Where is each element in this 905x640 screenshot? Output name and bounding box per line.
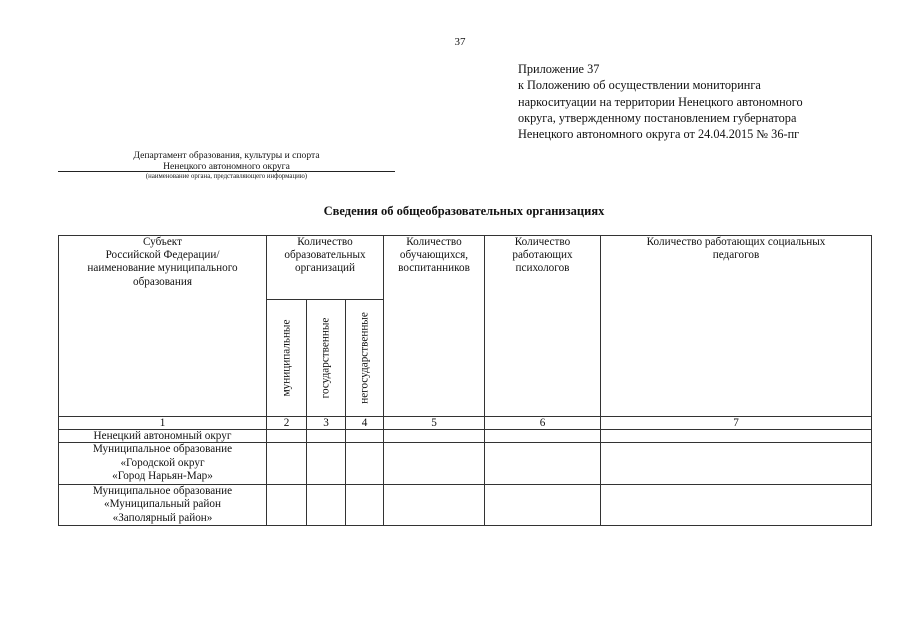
table-cell <box>346 484 384 526</box>
table-row <box>59 484 872 526</box>
table-cell <box>307 430 346 443</box>
table-cell <box>384 443 485 485</box>
page-number: 37 <box>454 36 466 48</box>
appendix-line: Приложение 37 <box>518 62 600 76</box>
column-number: 1 <box>59 417 267 430</box>
appendix-line: округа, утвержденному постановлением губернатора <box>518 110 797 125</box>
table-header-row <box>59 236 872 300</box>
department-name <box>58 150 395 172</box>
header-municipal: муниципальные <box>267 300 307 417</box>
signature-underline <box>58 171 395 172</box>
column-number: 7 <box>601 417 872 430</box>
department-caption: (наименование органа, представляющего информацию) <box>145 173 308 180</box>
table-cell <box>307 484 346 526</box>
header-subject: Субъект Российской Федерации/ наименование муниципального образования <box>59 236 267 417</box>
header-org-count: Количество образовательных организаций <box>267 236 384 300</box>
table-cell <box>384 484 485 526</box>
appendix-line: к Положению об осуществлении мониторинга <box>518 78 761 93</box>
column-number: 3 <box>307 417 346 430</box>
table-cell <box>601 484 872 526</box>
header-students: Количество обучающихся, воспитанников <box>384 236 485 417</box>
table-cell <box>485 443 601 485</box>
column-number: 6 <box>485 417 601 430</box>
column-number: 2 <box>267 417 307 430</box>
table-cell <box>485 484 601 526</box>
table-cell <box>267 430 307 443</box>
table-cell <box>346 430 384 443</box>
header-psychologists: Количество работающих психологов <box>485 236 601 417</box>
appendix-header <box>518 61 803 142</box>
department-line: Ненецкого автономного округа <box>163 161 290 172</box>
table-cell <box>346 443 384 485</box>
row-label: Муниципальное образование «Муниципальный район «Заполярный район» <box>59 484 267 526</box>
table-row <box>59 430 872 443</box>
column-number: 4 <box>346 417 384 430</box>
table-row <box>59 443 872 485</box>
header-state: государственные <box>307 300 346 417</box>
table-cell <box>384 430 485 443</box>
table-cell <box>267 484 307 526</box>
department-line: Департамент образования, культуры и спорта <box>133 150 320 161</box>
header-nonstate: негосударственные <box>346 300 384 417</box>
table-cell <box>601 443 872 485</box>
table-cell <box>267 443 307 485</box>
appendix-line: наркоситуации на территории Ненецкого автономного <box>518 94 803 109</box>
table-cell <box>485 430 601 443</box>
table-cell <box>307 443 346 485</box>
column-number-row <box>59 417 872 430</box>
row-label: Муниципальное образование «Городской округ «Город Нарьян-Мар» <box>59 443 267 485</box>
row-label: Ненецкий автономный округ <box>59 430 267 443</box>
appendix-line: Ненецкого автономного округа от 24.04.2015 № 36-пг <box>518 127 800 142</box>
header-social-pedagogues: Количество работающих социальных педагогов <box>601 236 872 417</box>
document-title: Сведения об общеобразовательных организациях <box>323 204 605 218</box>
table-cell <box>601 430 872 443</box>
organizations-table <box>58 235 872 526</box>
column-number: 5 <box>384 417 485 430</box>
